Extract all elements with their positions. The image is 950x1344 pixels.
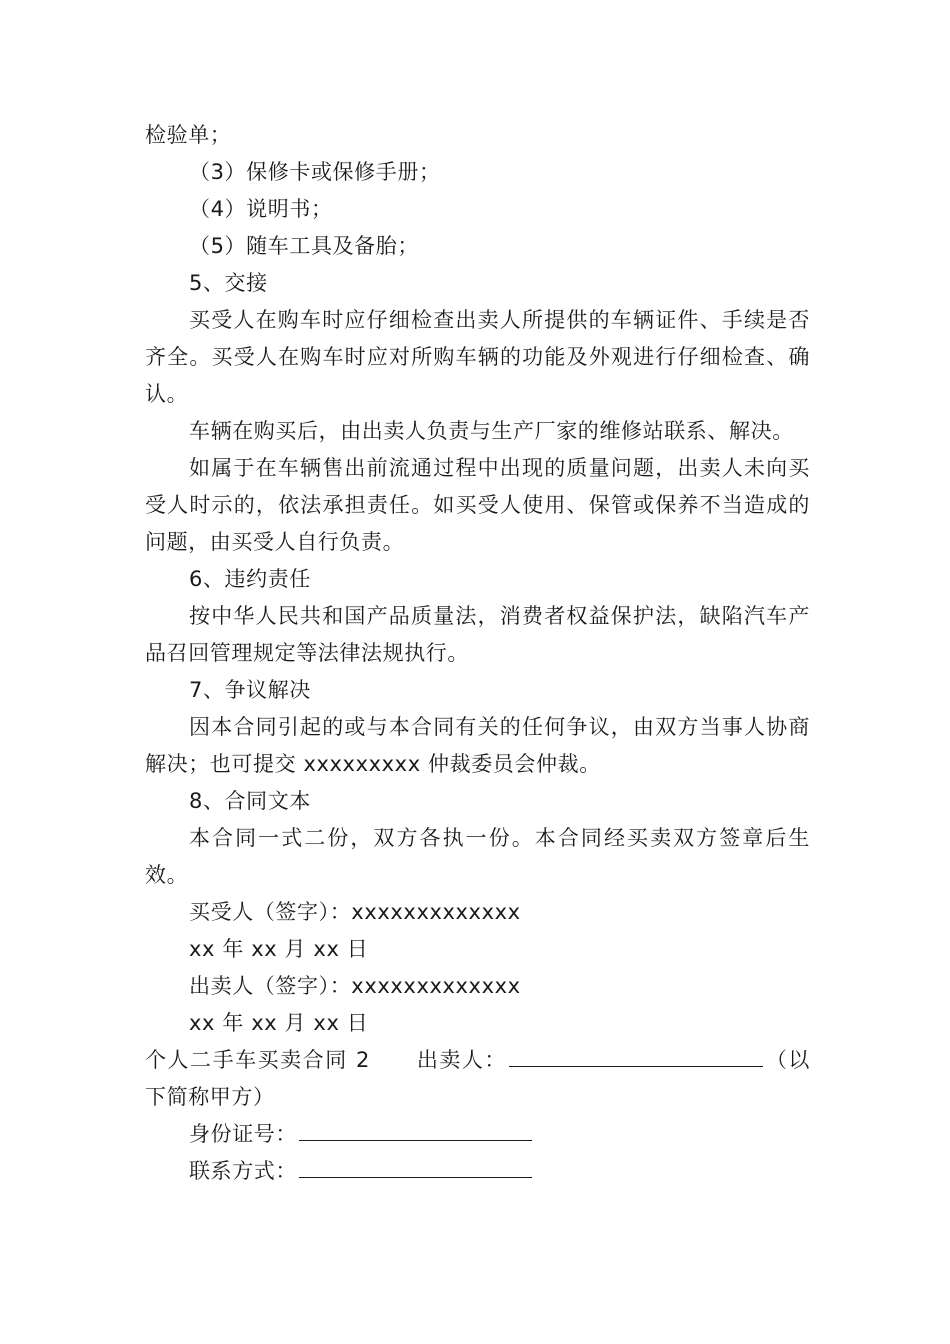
paragraph-liability: 按中华人民共和国产品质量法，消费者权益保护法，缺陷汽车产品召回管理规定等法律法规执行。 [145, 604, 810, 665]
section-heading-dispute: 7、争议解决 [189, 678, 311, 702]
paragraph-contract-text: 本合同一式二份，双方各执一份。本合同经买卖双方签章后生效。 [145, 826, 810, 887]
seller-date-line: xx 年 xx 月 xx 日 [189, 1011, 369, 1035]
id-number-blank[interactable] [299, 1116, 532, 1141]
seller-label: 出卖人： [415, 1048, 507, 1072]
contract-2-header [145, 1042, 810, 1116]
seller-suffix: （以下简称甲方） [145, 1048, 811, 1109]
paragraph-handover-2: 车辆在购买后，由出卖人负责与生产厂家的维修站联系、解决。 [189, 419, 794, 443]
section-heading-contract-text: 8、合同文本 [189, 789, 311, 813]
section-heading-handover: 5、交接 [189, 271, 268, 295]
id-number-line [145, 1116, 810, 1153]
list-item-warranty: （3）保修卡或保修手册； [189, 160, 441, 184]
seller-name-blank[interactable] [509, 1042, 763, 1067]
buyer-signature-line: 买受人（签字）：xxxxxxxxxxxxx [189, 900, 521, 924]
seller-signature-line: 出卖人（签字）：xxxxxxxxxxxxx [189, 974, 521, 998]
contact-blank[interactable] [299, 1153, 532, 1178]
list-item-manual: （4）说明书； [189, 197, 333, 221]
contract-2-title: 个人二手车买卖合同 2 [145, 1048, 370, 1072]
list-item-tools: （5）随车工具及备胎； [189, 234, 419, 258]
buyer-date-line: xx 年 xx 月 xx 日 [189, 937, 369, 961]
paragraph-handover-3: 如属于在车辆售出前流通过程中出现的质量问题，出卖人未向买受人时示的，依法承担责任。如买受人使用、保管或保养不当造成的问题，由买受人自行负责。 [145, 456, 810, 554]
document-page [145, 117, 810, 1190]
section-heading-liability: 6、违约责任 [189, 567, 311, 591]
contact-label: 联系方式： [189, 1159, 297, 1183]
text-line: 检验单； [145, 123, 232, 147]
paragraph-handover-1: 买受人在购车时应仔细检查出卖人所提供的车辆证件、手续是否齐全。买受人在购车时应对所购车辆的功能及外观进行仔细检查、确认。 [145, 308, 810, 406]
paragraph-dispute: 因本合同引起的或与本合同有关的任何争议，由双方当事人协商解决；也可提交 xxxxxxxxx 仲裁委员会仲裁。 [145, 715, 810, 776]
contact-line [145, 1153, 810, 1190]
id-number-label: 身份证号： [189, 1122, 297, 1146]
